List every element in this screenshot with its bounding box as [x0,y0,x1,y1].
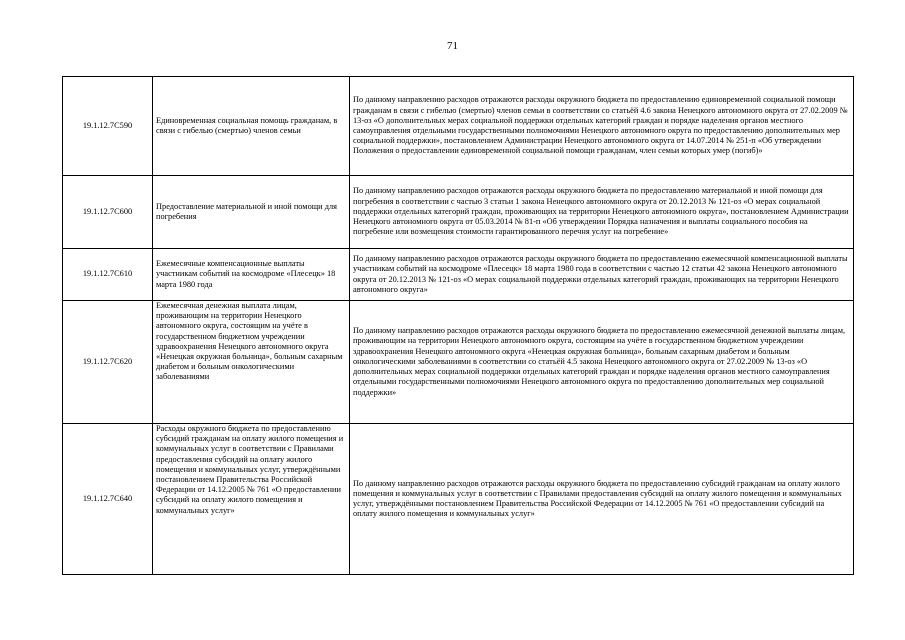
page-number: 71 [447,40,458,52]
expense-name-cell: Ежемесячная денежная выплата лицам, проживающим на территории Ненецкого автономного округа, состоящим на учёте в государственном бюджетном учреждении здравоохранения Ненецкого автономного округа «Ненецкая окружная больница», больным сахарным диабетом и больным онкологическими заболеваниями [153,301,350,424]
expense-code-cell: 19.1.12.7C610 [63,249,153,301]
expense-name-cell: Предоставление материальной и иной помощи для погребения [153,176,350,249]
expense-description-cell: По данному направлению расходов отражаются расходы окружного бюджета по предоставлению единовременной социальной помощи гражданам в связи с гибелью (смертью) членов семьи в соответствии со статьёй 4.6 закона Ненецкого автономного округа от 27.02.2009 № 13-оз «О дополнительных мерах социальной поддержки отдельных категорий граждан и порядке наделения органов местного самоуправления отдельными государственными полномочиями Ненецкого автономного округа по предоставлению дополнительных мер социальной поддержки», постановлением Администрации Ненецкого автономного округа от 14.07.2014 № 251-п «Об утверждении Положения о предоставлении единовременной социальной помощи гражданам, член семьи которых умер (погиб)» [350,77,854,176]
expense-code-cell: 19.1.12.7C640 [63,424,153,575]
expense-description-cell: По данному направлению расходов отражаются расходы окружного бюджета по предоставлению субсидий гражданам на оплату жилого помещения и коммунальных услуг в соответствии с Правилами предоставления субсидий на оплату жилого помещения и коммунальных услуг, утверждёнными постановлением Правительства Российской Федерации от 14.12.2005 № 761 «О предоставлении субсидий на оплату жилого помещения и коммунальных услуг» [350,424,854,575]
expense-name-cell: Ежемесячные компенсационные выплаты участникам событий на космодроме «Плесецк» 18 марта 1980 года [153,249,350,301]
expense-code-cell: 19.1.12.7C620 [63,301,153,424]
expense-code-cell: 19.1.12.7C590 [63,77,153,176]
table-row [63,176,854,249]
expense-directions-table [62,76,854,575]
expense-description-cell: По данному направлению расходов отражаются расходы окружного бюджета по предоставлению материальной и иной помощи для погребения в соответствии с частью 3 статьи 1 закона Ненецкого автономного округа от 20.12.2013 № 121-оз «О мерах социальной поддержки отдельных категорий граждан, проживающих на территории Ненецкого автономного округа», постановлением Администрации Ненецкого автономного округа от 05.03.2014 № 81-п «Об утверждении Порядка назначения и выплаты социального пособия на погребение или возмещения стоимости гарантированного перечня услуг на погребение» [350,176,854,249]
table-row [63,77,854,176]
expense-code-cell: 19.1.12.7C600 [63,176,153,249]
table-row [63,424,854,575]
expense-description-cell: По данному направлению расходов отражаются расходы окружного бюджета по предоставлению ежемесячной компенсационной выплаты участникам событий на космодроме «Плесецк» 18 марта 1980 года в соответствии с частью 12 статьи 42 закона Ненецкого автономного округа от 20.12.2013 № 121-оз «О мерах социальной поддержки отдельных категорий граждан, проживающих на территории Ненецкого автономного округа» [350,249,854,301]
table-row [63,301,854,424]
expense-description-cell: По данному направлению расходов отражаются расходы окружного бюджета по предоставлению ежемесячной денежной выплаты лицам, проживающим на территории Ненецкого автономного округа, состоящим на учёте в государственном бюджетном учреждении здравоохранения Ненецкого автономного округа «Ненецкая окружная больница», больным сахарным диабетом и больным онкологическими заболеваниями в соответствии со статьёй 4.5 закона Ненецкого автономного округа от 27.02.2009 № 13-оз «О дополнительных мерах социальной поддержки отдельных категорий граждан и порядке наделения органов местного самоуправления отдельными государственными полномочиями Ненецкого автономного округа по предоставлению дополнительных мер социальной поддержки» [350,301,854,424]
expense-name-cell: Расходы окружного бюджета по предоставлению субсидий гражданам на оплату жилого помещения и коммунальных услуг в соответствии с Правилами предоставления субсидий на оплату жилого помещения и коммунальных услуг, утверждёнными постановлением Правительства Российской Федерации от 14.12.2005 № 761 «О предоставлении субсидий на оплату жилого помещения и коммунальных услуг» [153,424,350,575]
expense-name-cell: Единовременная социальная помощь гражданам, в связи с гибелью (смертью) членов семьи [153,77,350,176]
table-row [63,249,854,301]
